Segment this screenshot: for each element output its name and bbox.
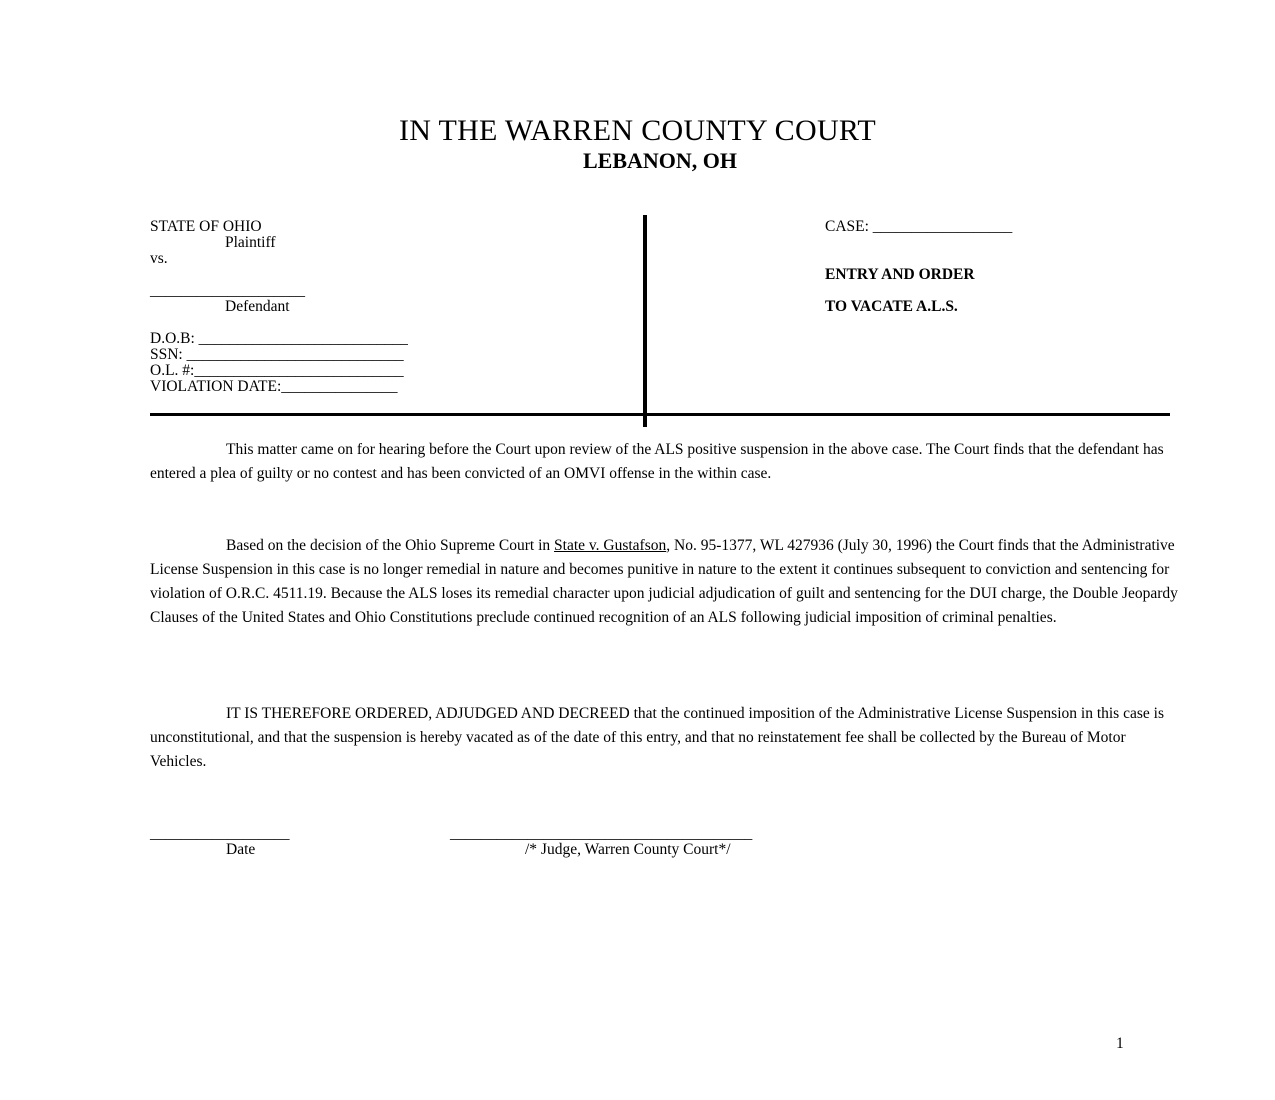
ol-field: O.L. #:___________________________ xyxy=(150,362,404,379)
case-citation: State v. Gustafson xyxy=(554,537,667,554)
dob-field: D.O.B: ___________________________ xyxy=(150,330,408,347)
date-label: Date xyxy=(226,841,256,858)
judge-signature-line: _______________________________________ xyxy=(450,825,753,842)
vs-label: vs. xyxy=(150,250,168,267)
paragraph-hearing: This matter came on for hearing before the Court upon review of the ALS positive suspension in the above case. The Court finds that the defendant has entered a plea of guilty or no contest and has been convicted of an OMVI offense in the within case. xyxy=(150,441,1164,482)
violation-date-field: VIOLATION DATE:_______________ xyxy=(150,378,398,395)
ssn-field: SSN: ____________________________ xyxy=(150,346,404,363)
entry-subtitle: TO VACATE A.L.S. xyxy=(825,298,958,315)
paragraph-order: IT IS THEREFORE ORDERED, ADJUDGED AND DECREED that the continued imposition of the Administrative License Suspension in this case is unconstitutional, and that the suspension is hereby vacated as of the date of this entry, and that no reinstatement fee shall be collected by the Bureau of Motor Vehicles. xyxy=(150,705,1164,770)
court-location: LEBANON, OH xyxy=(582,148,738,173)
plaintiff-label: Plaintiff xyxy=(225,234,276,251)
court-title: IN THE WARREN COUNTY COURT xyxy=(398,114,877,147)
state-label: STATE OF OHIO xyxy=(150,218,262,235)
caption-divider-horizontal xyxy=(150,413,1170,416)
paragraph-decision-body: , No. 95-1377, WL 427936 (July 30, 1996) the Court finds that the Administrative License Suspension in this case is no longer remedial in nature and becomes punitive in nature to the extent it continues subsequent to conviction and sentencing for violation of O.R.C. 4511.19. Because the ALS loses its remedial character upon judicial adjudication of guilt and sentencing for the DUI charge, the Double Jeopardy Clauses of the United States and Ohio Constitutions preclude continued recognition of an ALS following judicial imposition of criminal penalties. xyxy=(150,537,1178,626)
defendant-label: Defendant xyxy=(225,298,290,315)
date-signature-line: __________________ xyxy=(150,825,290,842)
entry-title: ENTRY AND ORDER xyxy=(825,266,975,283)
paragraph-decision-intro: Based on the decision of the Ohio Supreme Court in xyxy=(226,537,555,554)
judge-label: /* Judge, Warren County Court*/ xyxy=(525,841,731,858)
caption-divider-vertical xyxy=(643,215,647,427)
defendant-line: ____________________ xyxy=(150,282,305,299)
page-number: 1 xyxy=(1116,1035,1124,1052)
case-number-field: CASE: __________________ xyxy=(825,218,1013,235)
paragraph-decision xyxy=(150,534,1180,630)
